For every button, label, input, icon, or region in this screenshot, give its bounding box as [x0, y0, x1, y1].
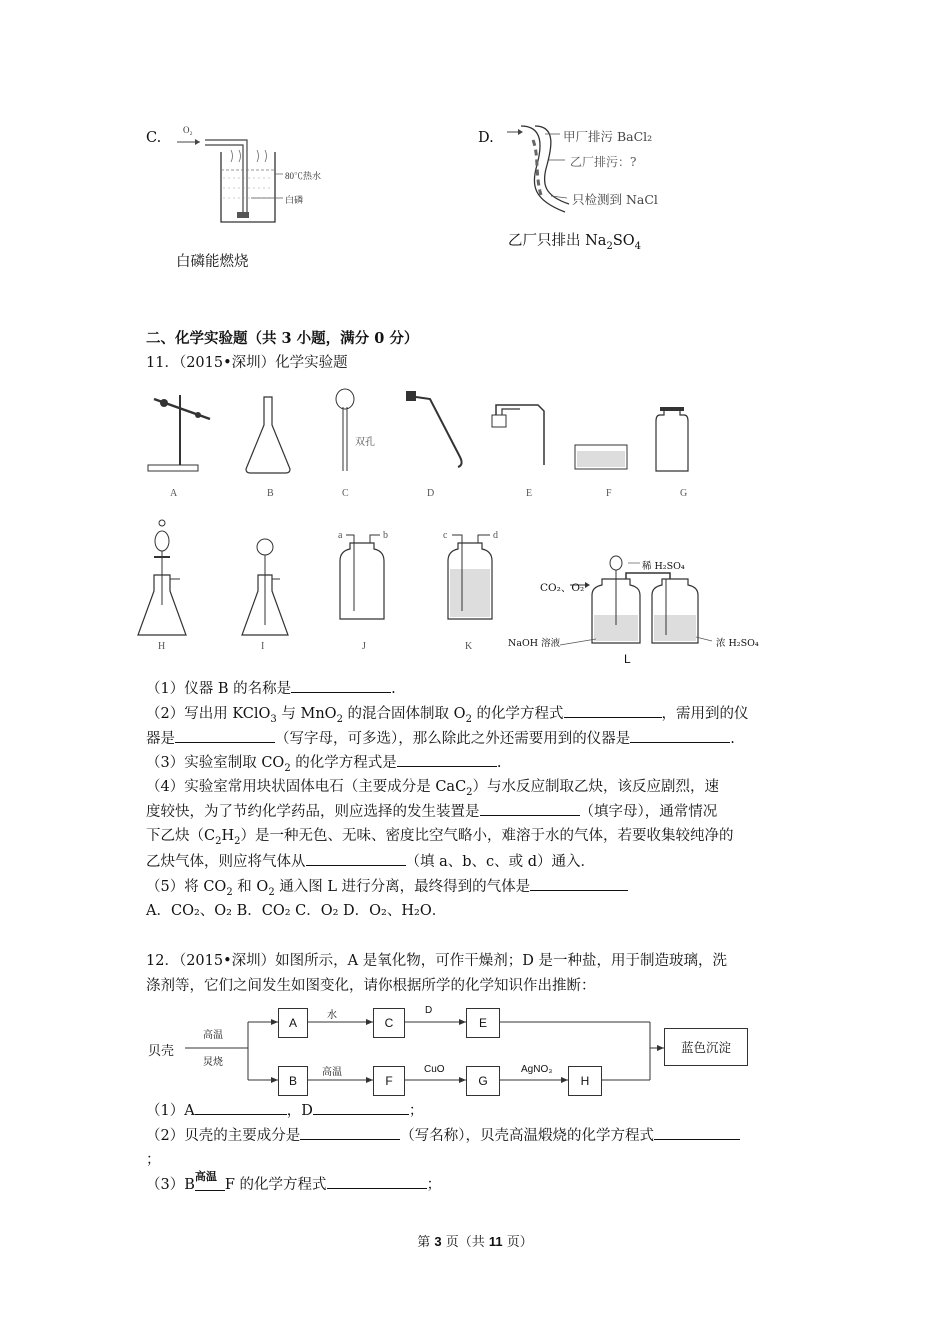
flow-label-high-temp: 高温 — [322, 1067, 342, 1078]
flow-box-a: A — [278, 1008, 308, 1038]
q11-part2-line2: 器是 （写字母，可多选），那么除此之外还需要用到的仪器是 . — [146, 728, 735, 749]
label-l: L — [624, 652, 631, 666]
label-b: B — [267, 488, 274, 499]
port-d: d — [493, 530, 498, 541]
q12-stem-line2: 涤剂等，它们之间发生如图变化，请你根据所学的化学知识作出推断： — [146, 978, 596, 994]
page-footer: 第 3 页（共 11 页） — [417, 1234, 533, 1250]
answer-blank[interactable] — [327, 1174, 427, 1189]
iron-stand-icon — [148, 395, 210, 471]
flow-cond-high-temp: 高温 — [203, 1030, 223, 1041]
label-j: J — [362, 641, 366, 652]
e-double-hole-label: 双孔 — [355, 437, 375, 448]
flow-box-f: F — [373, 1066, 405, 1096]
l-gas-label: CO₂、O₂ — [540, 582, 585, 594]
option-c-caption: 白磷能燃烧 — [176, 254, 249, 270]
apparatus-row-2 — [140, 515, 760, 655]
l-naoh-label: NaOH 溶液 — [508, 638, 561, 649]
answer-blank[interactable] — [630, 728, 730, 743]
q12-stem-line1: 12．（2015•深圳）如图所示，A 是氧化物，可作干燥剂；D 是一种盐，用于制造玻璃，洗 — [146, 953, 727, 969]
factory-jia-label: 甲厂排污 BaCl₂ — [563, 129, 653, 144]
answer-blank[interactable] — [291, 678, 391, 693]
q11-part4-line1: （4）实验室常用块状固体电石（主要成分是 CaC$_2$）与水反应制取乙炔，该反应剧烈，速 — [146, 779, 720, 798]
answer-blank[interactable] — [300, 1125, 400, 1140]
thistle-funnel-icon — [336, 389, 354, 471]
flow-label-cuo: CuO — [424, 1064, 445, 1075]
answer-blank[interactable] — [530, 876, 628, 891]
q12-part3: （3）B 高温 F 的化学方程式 ； — [146, 1170, 442, 1193]
l-conc-acid-label: 浓 H₂SO₄ — [716, 638, 759, 649]
gas-bottle-k-icon — [448, 535, 492, 619]
flow-box-b: B — [278, 1066, 308, 1096]
answer-blank[interactable] — [564, 703, 662, 718]
port-a: a — [338, 530, 343, 541]
hot-water-label: 80℃热水 — [285, 171, 322, 181]
flask-long-funnel-icon — [242, 539, 288, 635]
l-dilute-acid-label: 稀 H₂SO₄ — [642, 561, 685, 572]
flask-separatory-funnel-icon — [138, 520, 186, 635]
label-c: C — [342, 488, 349, 499]
gas-jar-icon — [656, 407, 688, 471]
flow-box-e: E — [466, 1008, 500, 1038]
label-i: I — [261, 641, 265, 652]
section-title: 二、化学实验题（共 3 小题，满分 0 分） — [146, 330, 419, 347]
port-c: c — [443, 530, 448, 541]
flow-box-g: G — [466, 1066, 500, 1096]
apparatus-row-1 — [140, 385, 700, 480]
factory-yi-label: 乙厂排污：? — [570, 155, 637, 169]
flow-label-water: 水 — [327, 1010, 337, 1021]
q12-part2-end: ； — [146, 1152, 161, 1168]
stopper-tubes-icon — [492, 405, 544, 465]
q11-options: A．CO₂、O₂ B．CO₂ C．O₂ D．O₂、H₂O． — [146, 903, 447, 919]
label-d: D — [427, 488, 435, 499]
conical-flask-icon — [246, 397, 290, 473]
q11-part3: （3）实验室制取 $CO_2$ 的化学方程式是 . — [146, 752, 501, 779]
answer-blank[interactable] — [480, 801, 580, 816]
flow-box-blue-precipitate: 蓝色沉淀 — [664, 1028, 748, 1066]
q12-part1: （1）A ，D ； — [146, 1100, 423, 1121]
option-d-caption: 乙厂只排出 $Na_2SO_4$ — [508, 233, 642, 252]
o2-inlet-label: O₂ — [183, 125, 193, 135]
label-e: E — [526, 488, 533, 499]
flow-box-c: C — [373, 1008, 405, 1038]
answer-blank[interactable] — [306, 851, 406, 866]
q11-part4-line3: 下乙炔$(C_2H_2)$是一种无色、无味、密度比空气略小，难溶于水的气体，若要收集较纯净的 — [146, 828, 734, 847]
q11-part5: （5）将 $CO_2$ 和 $O_2$ 通入图 L 进行分离，最终得到的气体是 — [146, 876, 628, 903]
answer-blank[interactable] — [313, 1100, 409, 1115]
option-c-label: C. — [146, 130, 162, 146]
answer-blank[interactable] — [175, 728, 275, 743]
bent-tube-icon — [406, 391, 462, 467]
water-trough-icon — [575, 445, 627, 469]
label-k: K — [465, 641, 473, 652]
q11-part4-line4: 乙炔气体，则应将气体从 （填 a、b、c、或 d）通入． — [146, 851, 595, 872]
q12-part2: （2）贝壳的主要成分是 （写名称），贝壳高温煅烧的化学方程式 — [146, 1125, 740, 1146]
flow-label-agno3: AgNO₃ — [521, 1064, 553, 1075]
port-b: b — [383, 530, 388, 541]
label-f: F — [606, 488, 612, 499]
flow-label-d: D — [425, 1005, 433, 1016]
flow-box-h: H — [568, 1066, 602, 1096]
label-h: H — [158, 641, 166, 652]
q11-part4-line2: 度较快，为了节约化学药品，则应选择的发生装置是 （填字母），通常情况 — [146, 801, 717, 822]
detect-nacl-label: 只检测到 NaCl — [572, 192, 658, 207]
flow-cond-calcine: 炅烧 — [203, 1057, 223, 1068]
gas-bottle-j-icon — [340, 535, 384, 619]
white-phosphorus-label: 白磷 — [285, 195, 304, 205]
label-g: G — [680, 488, 688, 499]
answer-blank[interactable] — [654, 1125, 740, 1140]
reaction-arrow: 高温 — [195, 1175, 225, 1189]
answer-blank[interactable] — [397, 752, 497, 767]
wash-bottles-l-icon — [560, 556, 712, 645]
answer-blank[interactable] — [195, 1100, 287, 1115]
q11-header: 11．（2015•深圳）化学实验题 — [146, 355, 348, 371]
q11-part2-line1: （2）写出用 KClO$_3$ 与 MnO$_2$ 的混合固体制取 $O_2$ 的化学方程式 ，需用到的仪 — [146, 703, 749, 730]
option-d-label: D. — [478, 130, 494, 146]
flow-start-shell: 贝壳 — [148, 1044, 175, 1059]
label-a: A — [170, 488, 178, 499]
q11-part1: （1）仪器 B 的名称是 . — [146, 678, 396, 699]
